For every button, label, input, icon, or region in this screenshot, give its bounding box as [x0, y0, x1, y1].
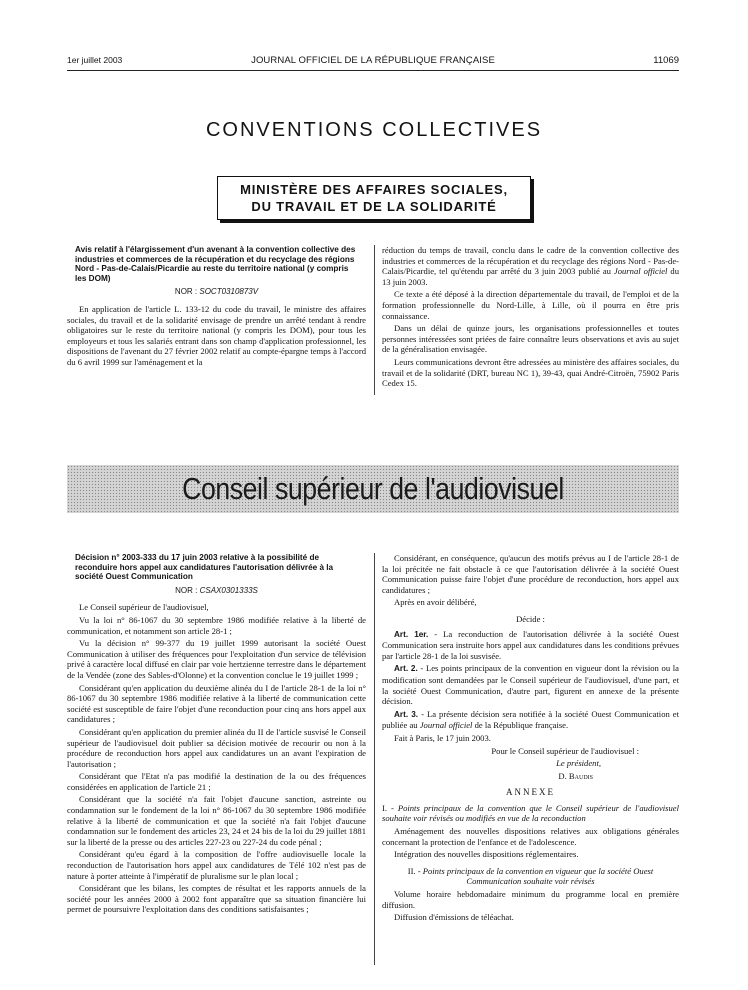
journal-officiel-ref: Journal officiel	[613, 266, 668, 277]
point-number: II. -	[407, 865, 423, 876]
decision-right-paragraph-2: Après en avoir délibéré,	[394, 597, 477, 608]
csa-banner	[67, 465, 679, 513]
annexe-point-2	[382, 866, 679, 887]
decision-nor	[67, 586, 366, 597]
journal-officiel-ref: Journal officiel	[419, 720, 473, 731]
nor-code: SOCT0310873V	[199, 287, 259, 297]
journal-name: JOURNAL OFFICIEL DE LA RÉPUBLIQUE FRANÇAISE	[251, 55, 495, 66]
annexe-point-1	[382, 803, 679, 824]
annexe-paragraph: Diffusion d'émissions de téléachat.	[394, 912, 514, 923]
column-divider	[374, 553, 375, 965]
article-3	[382, 709, 679, 731]
decision-left-column	[67, 553, 366, 917]
avis-right-paragraph-4: Leurs communications devront être adressées au ministère des affaires sociales, du travail et de la solidarité (DRT, bureau NC 1), 39-43, quai André-Citroën, 75902 Paris Cedex 15.	[382, 356, 679, 389]
signature-line-1: Pour le Conseil supérieur de l'audiovisuel :	[491, 745, 639, 756]
decision-paragraph: Considérant que la société n'a fait l'objet d'aucune sanction, astreinte ou condamnation sur le fondement de la loi n° 86-1067 du 30 septembre 1986 modifiée relative à la liberté de communication et que la société n'a fait l'objet d'aucune condamnation sur le fondement des articles 23, 24 et 24 bis de la loi du 29 juillet 1881 sur la liberté de la presse ou des articles 227-23 ou 227-24 du code pénal ;	[67, 794, 366, 847]
decision-right-column	[382, 553, 679, 925]
avis-left-column	[67, 245, 366, 370]
article-label: Art. 3.	[394, 709, 419, 719]
article-label: Art. 1er.	[394, 629, 429, 639]
text-span: - La reconduction de l'autorisation délivrée à la société Ouest Communication sera instruite hors appel aux candidatures dans les conditions prévues par l'article 28-1 de la loi susvisée.	[382, 628, 679, 661]
text-span: de la République française.	[472, 720, 569, 731]
decision-title: Décision n° 2003-333 du 17 juin 2003 relative à la possibilité de reconduire hors appel aux candidatures l'autorisation délivrée à la société Ouest Communication	[75, 553, 334, 582]
banner-title: Conseil supérieur de l'audiovisuel	[182, 471, 564, 506]
ministry-line-2: DU TRAVAIL ET DE LA SOLIDARITÉ	[251, 199, 497, 214]
issue-date: 1er juillet 2003	[67, 55, 123, 65]
place-date: Fait à Paris, le 17 juin 2003.	[394, 732, 491, 743]
text-span: - La présente décision sera notifiée à la société Ouest Communication et publiée au	[382, 708, 679, 731]
annexe-paragraph: Volume horaire hebdomadaire minimum du programme local en première diffusion.	[382, 889, 679, 910]
text-span: Points principaux de la convention que le Conseil supérieur de l'audiovisuel souhaite voir révisés ou modifiés en vue de la reconduction	[382, 802, 680, 824]
decision-paragraph: Le Conseil supérieur de l'audiovisuel,	[79, 602, 209, 613]
decision-paragraph: Considérant que les bilans, les comptes de résultat et les rapports annuels de la société pour les années 2000 à 2002 font apparaître que sa situation financière lui permet de poursuivre l'exploitation dans des conditions satisfaisantes ;	[67, 883, 366, 915]
decision-paragraph: Considérant qu'eu égard à la composition de l'offre audiovisuelle locale la reconduction de l'autorisation hors appel aux candidatures de Télé 102 n'est pas de nature à porter atteinte à l'impératif de pluralisme sur le plan local ;	[67, 849, 366, 881]
annexe-paragraph: Intégration des nouvelles dispositions réglementaires.	[394, 849, 579, 860]
nor-label: NOR :	[175, 585, 200, 595]
ministry-box	[217, 176, 531, 220]
page-number: 11069	[653, 55, 679, 66]
annexe-title: ANNEXE	[506, 787, 555, 798]
article-2	[382, 663, 679, 706]
point-number: I. -	[382, 802, 398, 813]
text-span: Points principaux de la convention en vigueur que la société Ouest Communication souhaite voir révisés	[422, 865, 654, 887]
signature-line-3: D. Baudis	[558, 770, 593, 781]
signature-line-2: Le président,	[556, 758, 601, 769]
decision-paragraph: Vu la loi n° 86-1067 du 30 septembre 1986 modifiée relative à la liberté de communication, et notamment son article 28-1 ;	[67, 614, 366, 636]
avis-right-column	[382, 245, 679, 391]
avis-right-paragraph-3: Dans un délai de quinze jours, les organisations professionnelles et toutes personnes intéressées sont priées de faire connaître leurs observations et avis au sujet de la généralisation envisagée.	[382, 323, 679, 355]
running-header	[67, 55, 679, 69]
decision-paragraph: Considérant que l'Etat n'a pas modifié la destination de la ou des fréquences considérées en application de l'article 21 ;	[67, 771, 366, 792]
nor-code: CSAX0301333S	[199, 585, 258, 595]
avis-nor	[67, 287, 366, 298]
decision-right-paragraph-1: Considérant, en conséquence, qu'aucun des motifs prévus au I de l'article 28-1 de la loi précitée ne fait obstacle à ce que l'autorisation délivrée à la société Ouest Communication puisse faire l'objet d'une procédure de reconduction, hors appel aux candidatures ;	[382, 553, 679, 595]
header-rule	[67, 70, 679, 71]
text-span: réduction du temps de travail, conclu dans le cadre de la convention collective des industries et commerces de la récupération et du recyclage des régions Nord - Pas-de-Calais/Picardie, tel qu'étendu par arrêté du 3 juin 2003 publié au	[382, 245, 679, 277]
ministry-line-1: MINISTÈRE DES AFFAIRES SOCIALES,	[240, 182, 508, 197]
avis-right-paragraph-2: Ce texte a été déposé à la direction départementale du travail, de l'emploi et de la formation professionnelle du Nord-Lille, à Lille, où il pourra en être pris connaissance.	[382, 289, 679, 321]
article-1	[382, 629, 679, 662]
article-label: Art. 2.	[394, 664, 418, 674]
nor-label: NOR :	[174, 287, 200, 297]
decision-paragraph: Considérant qu'en application du deuxième alinéa du I de l'article 28-1 de la loi n° 86-1067 du 30 septembre 1986 modifiée relative à la liberté de communication cette société est susceptible de faire l'objet d'une reconduction pour cinq ans hors appel aux candidatures ;	[67, 682, 366, 725]
section-title: CONVENTIONS COLLECTIVES	[205, 119, 543, 141]
text-span: - Les points principaux de la convention en vigueur dont la révision ou la modification sont demandées par le Conseil supérieur de l'audiovisuel, d'une part, et la société Ouest Communication, d'autre part, figurent en annexe de la présente décision.	[382, 663, 679, 707]
decision-paragraph: Considérant qu'en application du premier alinéa du II de l'article susvisé le Conseil supérieur de l'audiovisuel doit publier sa décision motivée de recourir ou non à la procédure de reconduction hors appel aux candidatures un an avant l'expiration de l'autorisation ;	[67, 726, 366, 769]
avis-right-paragraph-1	[382, 245, 679, 287]
annexe-paragraph: Aménagement des nouvelles dispositions relatives aux obligations générales concernant la protection de l'enfance et de l'adolescence.	[382, 826, 679, 847]
avis-paragraph: En application de l'article L. 133-12 du code du travail, le ministre des affaires sociales, du travail et de la solidarité envisage de prendre un arrêté tendant à rendre obligatoires sur le reste du territoire national (y compris les DOM), pour tous les employeurs et tous les salariés entrant dans son champ d'application professionnel, les dispositions de l'avenant du 27 février 2002 relatif au compte-épargne temps à l'accord du 6 avril 1999 sur l'aménagement et la	[67, 303, 366, 367]
avis-title: Avis relatif à l'élargissement d'un avenant à la convention collective des industries et commerces de la récupération et du recyclage des régions Nord - Pas-de-Calais/Picardie au reste du territoire national (y compris les DOM)	[75, 245, 356, 283]
column-divider	[374, 245, 375, 395]
text-span: du 13 juin 2003.	[382, 266, 680, 287]
decision-paragraph: Vu la décision n° 99-377 du 19 juillet 1999 autorisant la société Ouest Communication à utiliser des fréquences pour l'exploitation d'un service de télévision privé à caractère local diffusé en clair par voie hertzienne terrestre dans le département de la Vendée (zone des Sables-d'Olonne) et la convention conclue le 19 juillet 1999 ;	[67, 638, 366, 680]
decide-heading: Décide :	[516, 613, 545, 624]
